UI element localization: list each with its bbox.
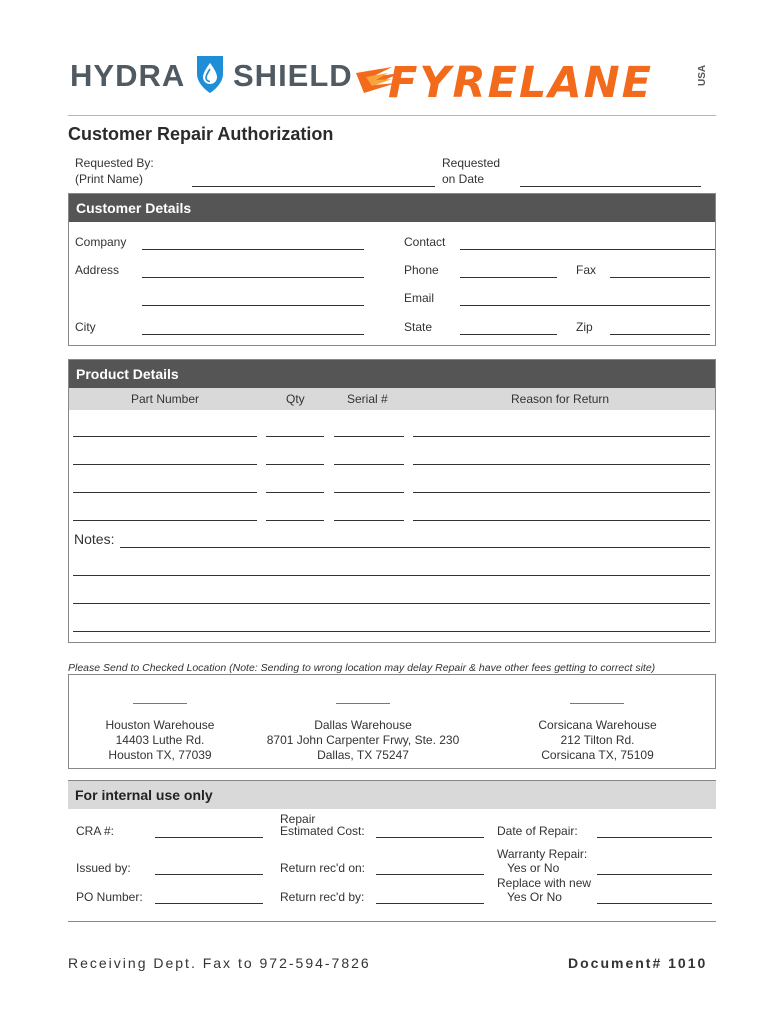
notes-line-4[interactable] [73,631,710,632]
hydra-wordmark: HYDRA [70,58,186,93]
part-number-field-2[interactable] [73,464,257,465]
customer-details-header: Customer Details [69,194,715,222]
reason-field-1[interactable] [413,436,710,437]
houston-street: 14403 Luthe Rd. [115,733,205,747]
warranty-field[interactable] [597,874,712,875]
column-part-number: Part Number [131,392,200,406]
address-field-1[interactable] [142,277,364,278]
requested-by-label: Requested By: [75,156,154,170]
notes-line-1[interactable] [120,547,710,548]
company-field[interactable] [142,249,364,250]
shield-wordmark: SHIELD [233,58,353,93]
header-divider [68,115,716,116]
notes-line-3[interactable] [73,603,710,604]
qty-field-3[interactable] [266,492,324,493]
state-label: State [404,320,433,334]
repair-cost-label-1: Repair [280,812,316,826]
phone-label: Phone [404,263,439,277]
reason-field-3[interactable] [413,492,710,493]
reason-field-4[interactable] [413,520,710,521]
return-recd-by-label: Return rec'd by: [280,890,365,904]
serial-field-1[interactable] [334,436,404,437]
email-field[interactable] [460,305,710,306]
corsicana-city: Corsicana TX, 75109 [541,748,654,762]
dallas-city: Dallas, TX 75247 [317,748,409,762]
fyrelane-wordmark: FYRELANE [388,58,654,105]
issued-by-label: Issued by: [76,861,131,875]
product-details-header: Product Details [69,360,715,388]
email-label: Email [404,291,435,305]
city-label: City [75,320,96,334]
return-recd-on-label: Return rec'd on: [280,861,366,875]
corsicana-warehouse [510,718,685,763]
state-field[interactable] [460,334,557,335]
document-number: Document# 1010 [568,955,708,971]
corsicana-street: 212 Tilton Rd. [560,733,635,747]
contact-field[interactable] [460,249,715,250]
reason-field-2[interactable] [413,464,710,465]
receiving-fax: Receiving Dept. Fax to 972-594-7826 [68,955,371,971]
shipping-instruction: Please Send to Checked Location (Note: Sending to wrong location may delay Repair & have other fees getting to correct site) [68,662,656,674]
warranty-label-1: Warranty Repair: [497,847,588,861]
company-label: Company [75,235,127,249]
date-of-repair-field[interactable] [597,837,712,838]
serial-field-2[interactable] [334,464,404,465]
part-number-field-4[interactable] [73,520,257,521]
return-recd-by-field[interactable] [376,903,484,904]
corsicana-checkbox-line[interactable] [570,703,624,704]
cra-label: CRA #: [76,824,115,838]
serial-field-4[interactable] [334,520,404,521]
dallas-warehouse [250,718,476,763]
address-label: Address [75,263,120,277]
houston-warehouse [80,718,240,763]
column-qty: Qty [286,392,305,406]
column-serial: Serial # [347,392,388,406]
usa-mark: USA [697,64,708,86]
part-number-field-3[interactable] [73,492,257,493]
phone-field[interactable] [460,277,557,278]
fax-field[interactable] [610,277,710,278]
water-drop-shield-icon [193,52,227,96]
zip-label: Zip [576,320,593,334]
issued-by-field[interactable] [155,874,263,875]
form-title: Customer Repair Authorization [68,124,334,144]
replace-field[interactable] [597,903,712,904]
internal-use-header: For internal use only [68,781,716,809]
notes-line-2[interactable] [73,575,710,576]
print-name-label: (Print Name) [75,172,144,186]
customer-details-section [68,193,716,346]
qty-field-1[interactable] [266,436,324,437]
requested-on-date-field[interactable] [520,186,701,187]
repair-cost-label-2: Estimated Cost: [280,824,365,838]
requested-on-label: Requested [442,156,501,170]
internal-use-section [68,780,716,922]
fax-label: Fax [576,263,597,277]
address-field-2[interactable] [142,305,364,306]
column-reason: Reason for Return [511,392,610,406]
warranty-label-2: Yes or No [507,861,560,875]
dallas-street: 8701 John Carpenter Frwy, Ste. 230 [266,733,460,747]
on-date-label: on Date [442,172,485,186]
dallas-name: Dallas Warehouse [314,718,412,732]
contact-label: Contact [404,235,446,249]
date-of-repair-label: Date of Repair: [497,824,578,838]
replace-label-1: Replace with new [497,876,592,890]
replace-label-2: Yes Or No [507,890,562,904]
houston-name: Houston Warehouse [105,718,215,732]
serial-field-3[interactable] [334,492,404,493]
po-number-field[interactable] [155,903,263,904]
qty-field-4[interactable] [266,520,324,521]
corsicana-name: Corsicana Warehouse [538,718,657,732]
cra-field[interactable] [155,837,263,838]
houston-checkbox-line[interactable] [133,703,187,704]
houston-city: Houston TX, 77039 [108,748,212,762]
city-field[interactable] [142,334,364,335]
dallas-checkbox-line[interactable] [336,703,390,704]
po-number-label: PO Number: [76,890,143,904]
fyrelane-logo [352,53,702,105]
repair-cost-field[interactable] [376,837,484,838]
part-number-field-1[interactable] [73,436,257,437]
zip-field[interactable] [610,334,710,335]
return-recd-on-field[interactable] [376,874,484,875]
qty-field-2[interactable] [266,464,324,465]
requested-by-field[interactable] [192,186,435,187]
notes-label: Notes: [74,531,115,547]
